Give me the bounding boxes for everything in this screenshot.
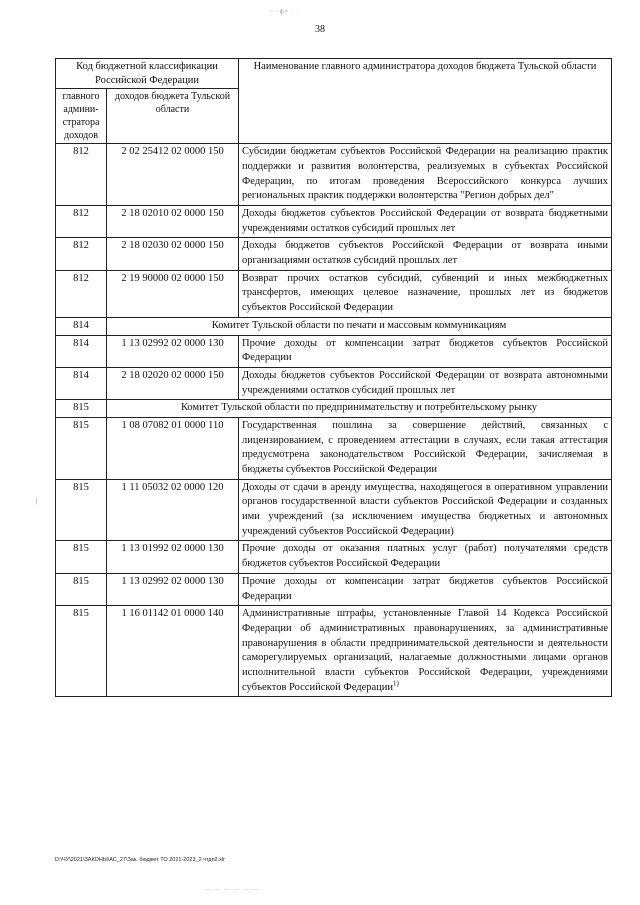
- income-description-text: Доходы бюджетов субъектов Российской Федерации от возврата автономными учреждениями остатков субсидий прошлых лет: [242, 369, 608, 396]
- admin-code-cell: 815: [56, 417, 107, 479]
- income-description-text: Доходы бюджетов субъектов Российской Федерации от возврата иными организациями остатков субсидий прошлых лет: [242, 240, 608, 267]
- scan-mark-top: ~ ·ф≠ · ·: [270, 9, 300, 15]
- admin-code-cell: 812: [56, 144, 107, 206]
- header-code-group: Код бюджетной классификации Российской Федерации: [56, 59, 239, 89]
- footer-file-path: D:\ЧУ\2021\ЗАКОНЫ\АС_27\Зак. бюджет ТО 2021-2023_2 чтдп2.xlr: [55, 857, 225, 863]
- header-admin-code: главного админи-стратора доходов: [56, 89, 107, 144]
- income-code-cell: 1 13 01992 02 0000 130: [107, 541, 239, 573]
- income-code-cell: 1 13 02992 02 0000 130: [107, 335, 239, 367]
- income-description-cell: [239, 417, 612, 479]
- income-description-cell: [239, 606, 612, 697]
- table-row: [56, 144, 612, 206]
- table-body: [56, 144, 612, 697]
- footnote-marker: 1): [393, 679, 399, 688]
- administrator-name-cell: Комитет Тульской области по предпринимательству и потребительскому рынку: [107, 400, 612, 418]
- administrator-name-cell: Комитет Тульской области по печати и массовым коммуникациям: [107, 317, 612, 335]
- admin-code-cell: 814: [56, 367, 107, 399]
- income-description-cell: [239, 479, 612, 541]
- income-description-text: Государственная пошлина за совершение действий, связанных с лицензированием, с проведением аттестации в случаях, если такая аттестация предусмотрена законодательством Российской Федерации, зачисляемая в бюджеты субъектов Российской Федерации: [242, 419, 608, 476]
- scan-mark-bottom: — — — — — —: [205, 887, 260, 893]
- income-code-cell: 2 02 25412 02 0000 150: [107, 144, 239, 206]
- income-description-text: Доходы от сдачи в аренду имущества, находящегося в оперативном управлении органов государственной власти субъектов Российской Федерации и созданных ими учреждений (за исключением имущества бюджетных и автономных учреждений субъектов Российской Федерации): [242, 481, 608, 537]
- header-income-code: доходов бюджета Тульской области: [107, 89, 239, 144]
- header-admin-name: Наименование главного администратора доходов бюджета Тульской области: [239, 59, 612, 144]
- income-description-text: Субсидии бюджетам субъектов Российской Федерации на реализацию практик поддержки и развития волонтерства, реализуемых в субъектах Российской Федерации, по итогам проведения Всероссийского конкурса лучших региональных практик поддержки волонтерства "Регион добрых дел": [242, 146, 608, 202]
- admin-code-cell: 814: [56, 317, 107, 335]
- page-number: 38: [315, 24, 325, 35]
- income-code-cell: 1 16 01142 01 0000 140: [107, 606, 239, 697]
- table-row: [56, 606, 612, 697]
- income-code-cell: 2 18 02010 02 0000 150: [107, 206, 239, 238]
- admin-code-cell: 815: [56, 541, 107, 573]
- table-row: [56, 479, 612, 541]
- income-code-cell: 2 18 02020 02 0000 150: [107, 367, 239, 399]
- income-description-text: Прочие доходы от компенсации затрат бюджетов субъектов Российской Федерации: [242, 575, 608, 602]
- income-code-cell: 2 18 02030 02 0000 150: [107, 238, 239, 270]
- income-description-text: Возврат прочих остатков субсидий, субвенций и иных межбюджетных трансфертов, имеющих целевое назначение, прошлых лет из бюджетов субъектов Российской Федерации: [242, 272, 608, 314]
- table-row: [56, 573, 612, 605]
- income-description-text: Доходы бюджетов субъектов Российской Федерации от возврата бюджетными учреждениями остатков субсидий прошлых лет: [242, 208, 608, 234]
- income-description-cell: [239, 206, 612, 238]
- table-row: [56, 541, 612, 573]
- admin-code-cell: 815: [56, 573, 107, 605]
- admin-code-cell: 815: [56, 606, 107, 697]
- income-code-cell: 1 08 07082 01 0000 110: [107, 417, 239, 479]
- income-description-text: Прочие доходы от оказания платных услуг (работ) получателями средств бюджетов субъектов Российской Федерации: [242, 543, 608, 570]
- admin-code-cell: 815: [56, 479, 107, 541]
- scan-mark-margin: |: [36, 497, 38, 505]
- table-row: [56, 206, 612, 238]
- income-code-cell: 1 13 02992 02 0000 130: [107, 573, 239, 605]
- admin-code-cell: 815: [56, 400, 107, 418]
- admin-code-cell: 812: [56, 270, 107, 317]
- income-description-cell: [239, 335, 612, 367]
- section-row: [56, 400, 612, 418]
- income-description-cell: [239, 573, 612, 605]
- table-row: [56, 335, 612, 367]
- section-row: [56, 317, 612, 335]
- income-description-cell: [239, 367, 612, 399]
- income-description-cell: [239, 238, 612, 270]
- income-code-cell: 1 11 05032 02 0000 120: [107, 479, 239, 541]
- table-header-row: [56, 59, 612, 89]
- income-code-cell: 2 19 90000 02 0000 150: [107, 270, 239, 317]
- table-row: [56, 238, 612, 270]
- income-description-cell: [239, 270, 612, 317]
- income-description-cell: [239, 144, 612, 206]
- admin-code-cell: 814: [56, 335, 107, 367]
- table-row: [56, 417, 612, 479]
- income-description-text: Прочие доходы от компенсации затрат бюджетов субъектов Российской Федерации: [242, 337, 608, 364]
- income-description-cell: [239, 541, 612, 573]
- admin-code-cell: 812: [56, 238, 107, 270]
- table-row: [56, 270, 612, 317]
- table-row: [56, 367, 612, 399]
- budget-classification-table: [55, 58, 612, 697]
- income-description-text: Административные штрафы, установленные Главой 14 Кодекса Российской Федерации об административных правонарушениях, за административные правонарушения в области предпринимательской деятельности и деятельности саморегулируемых организаций, налагаемые должностными лицами органов исполнительной власти субъектов Российской Федерации, учреждениями субъектов Российской Федерации: [242, 608, 608, 693]
- admin-code-cell: 812: [56, 206, 107, 238]
